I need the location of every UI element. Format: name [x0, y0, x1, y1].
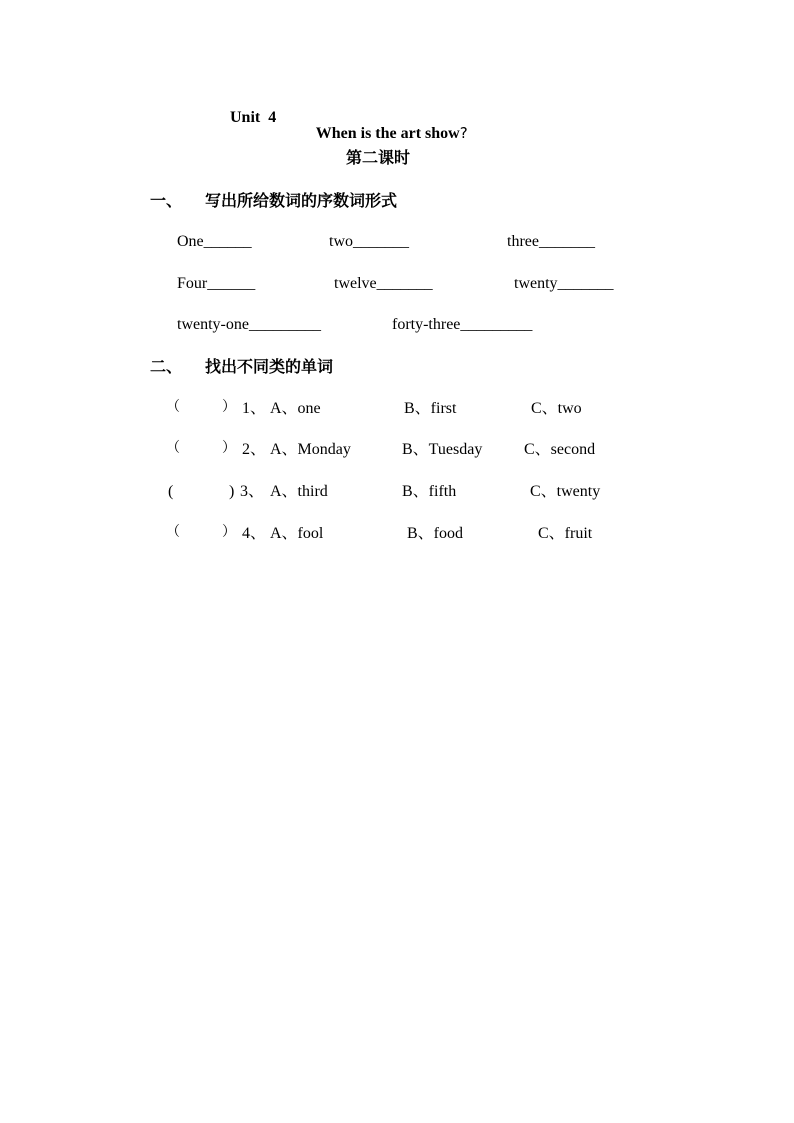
section2-instruction: 找出不同类的单词 — [205, 357, 334, 376]
ordinal-blank-twenty-one[interactable]: twenty-one_________ — [177, 316, 321, 333]
title-question-mark: ? — [459, 124, 468, 142]
answer-paren-close[interactable]: ） — [222, 399, 236, 415]
title-question — [308, 110, 468, 142]
ordinal-blank-forty-three[interactable]: forty-three_________ — [392, 316, 533, 333]
answer-paren-close[interactable]: ） — [222, 524, 236, 540]
option-b: B、Tuesday — [402, 441, 483, 458]
question-number: 4、 — [242, 525, 267, 542]
option-c: C、twenty — [530, 483, 601, 500]
ordinal-blank-three[interactable]: three_______ — [507, 233, 595, 250]
option-a: A、third — [270, 483, 328, 500]
ordinal-blank-one[interactable]: One______ — [177, 233, 252, 250]
answer-paren-open[interactable]: （ — [166, 440, 180, 456]
option-b: B、fifth — [402, 483, 457, 500]
ordinal-blank-four[interactable]: Four______ — [177, 275, 256, 292]
option-b: B、first — [404, 400, 457, 417]
answer-paren-open[interactable]: （ — [166, 399, 180, 415]
answer-paren-open[interactable]: （ — [166, 524, 180, 540]
question-number: 3、 — [240, 483, 265, 500]
question-number: 1、 — [242, 400, 267, 417]
option-a: A、Monday — [270, 441, 351, 458]
unit-label: Unit 4 — [230, 109, 277, 126]
option-b: B、food — [407, 525, 464, 542]
section2-number: 二、 — [150, 357, 183, 376]
option-a: A、one — [270, 400, 321, 417]
lesson-subtitle: 第二课时 — [346, 148, 411, 167]
ordinal-blank-twenty[interactable]: twenty_______ — [514, 275, 614, 292]
option-c: C、fruit — [538, 525, 593, 542]
section1-instruction: 写出所给数词的序数词形式 — [205, 191, 398, 210]
answer-paren-open[interactable]: ( — [168, 483, 174, 500]
option-c: C、two — [531, 400, 582, 417]
section1-number: 一、 — [150, 191, 183, 210]
answer-paren-close[interactable]: ） — [222, 440, 236, 456]
question-number: 2、 — [242, 441, 267, 458]
option-a: A、fool — [270, 525, 324, 542]
answer-paren-close[interactable]: ) — [229, 483, 235, 500]
ordinal-blank-twelve[interactable]: twelve_______ — [334, 275, 433, 292]
option-c: C、second — [524, 441, 596, 458]
title-question-text: When is the art show — [315, 125, 460, 142]
ordinal-blank-two[interactable]: two_______ — [329, 233, 409, 250]
